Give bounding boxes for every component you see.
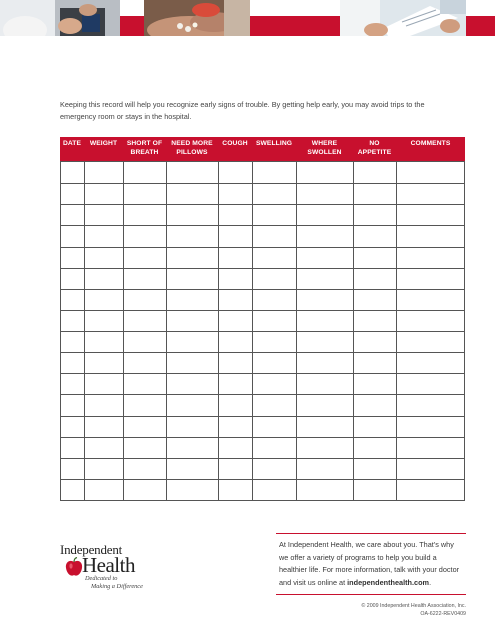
row-divider: [61, 352, 464, 353]
logo-name-line1: Independent: [60, 542, 123, 557]
row-divider: [61, 394, 464, 395]
photo-hands-with-pills: [144, 0, 250, 36]
symptom-log-table: [60, 137, 465, 501]
column-header-cough: COUGH: [222, 140, 248, 147]
row-divider: [61, 458, 464, 459]
copyright-notice: © 2009 Independent Health Association, Inc. OA-6222-REV0409: [361, 603, 466, 617]
row-divider: [61, 289, 464, 290]
row-divider: [61, 247, 464, 248]
about-box: [276, 533, 466, 595]
column-header-no-appetite: NO APPETITE: [357, 140, 392, 156]
intro-text: Keeping this record will help you recognize early signs of trouble. By getting help early, you may avoid trips to the emergency room or stays in the hospital.: [60, 100, 425, 121]
column-header-where-swollen: WHERE SWOLLEN: [307, 140, 342, 156]
row-divider: [61, 183, 464, 184]
column-header-short-of-breath: SHORT OF BREATH: [126, 140, 163, 156]
log-entry-grid[interactable]: [60, 161, 465, 501]
logo-name-line2: Health: [82, 553, 135, 577]
row-divider: [61, 479, 464, 480]
row-divider: [61, 310, 464, 311]
logo-tagline: Dedicated to Making a Difference: [85, 575, 143, 590]
row-divider: [61, 331, 464, 332]
photo-prescription-handover: [340, 0, 466, 36]
website-link[interactable]: independenthealth.com: [347, 577, 430, 587]
independent-health-logo: [60, 542, 160, 592]
row-divider: [61, 204, 464, 205]
row-divider: [61, 416, 464, 417]
row-divider: [61, 225, 464, 226]
photo-doctor-blood-pressure: [0, 0, 120, 36]
column-header-weight: WEIGHT: [89, 140, 118, 147]
header-photo-strip: [0, 0, 495, 36]
table-header-row: [60, 137, 465, 161]
column-header-need-more-pillows: NEED MORE PILLOWS: [171, 140, 213, 156]
row-divider: [61, 373, 464, 374]
row-divider: [61, 437, 464, 438]
column-header-date: DATE: [62, 140, 82, 147]
column-header-swelling: SWELLING: [255, 140, 293, 147]
apple-logo-icon: [64, 557, 84, 582]
about-text: At Independent Health, we care about you. That's why we offer a variety of programs to help you build a healthier life. For more information, talk with your doctor and visit us online at independenthealth.com.: [279, 540, 460, 587]
row-divider: [61, 268, 464, 269]
column-header-comments: COMMENTS: [410, 140, 451, 147]
